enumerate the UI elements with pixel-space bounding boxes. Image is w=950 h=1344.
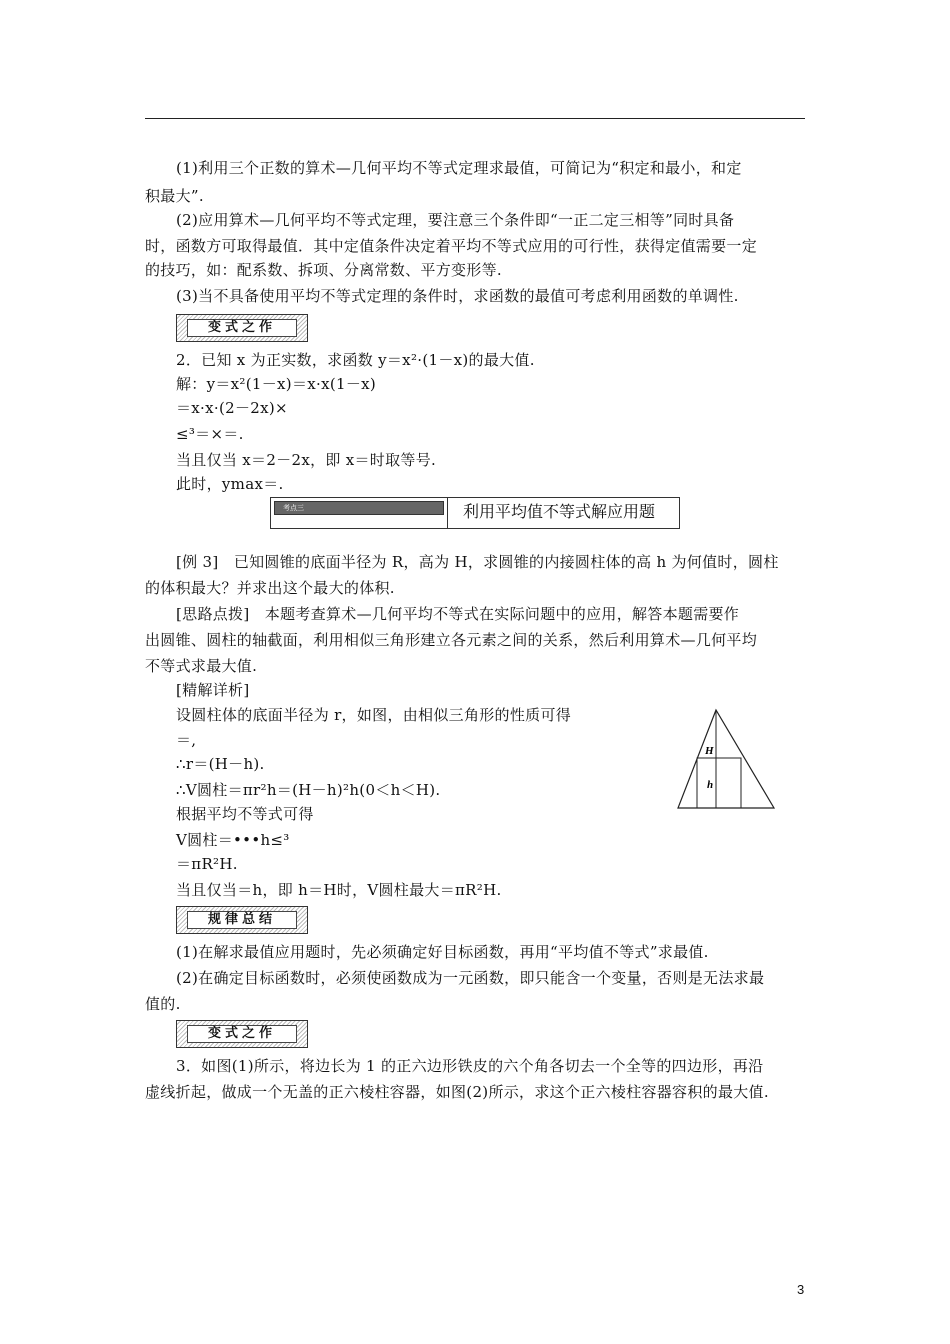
text-line: [例 3] 已知圆锥的底面半径为 R，高为 H，求圆锥的内接圆柱体的高 h 为何值时，圆柱 bbox=[176, 553, 779, 571]
topic-tag: 考点三 bbox=[274, 501, 444, 515]
text-line: ＝, bbox=[176, 731, 197, 749]
text-line: 积最大”. bbox=[145, 187, 204, 205]
banner-label: 变式之作 bbox=[207, 320, 276, 335]
text-line: 当且仅当＝h，即 h＝H时，V圆柱最大＝πR²H. bbox=[176, 881, 502, 899]
text-line: 虚线折起，做成一个无盖的正六棱柱容器，如图(2)所示，求这个正六棱柱容器容积的最大值. bbox=[145, 1083, 769, 1101]
cone-cylinder-figure bbox=[676, 708, 776, 816]
text-line: (2)在确定目标函数时，必须使函数成为一元函数，即只能含一个变量，否则是无法求最 bbox=[176, 969, 765, 987]
text-line: V圆柱＝•••h≤³ bbox=[176, 831, 290, 849]
text-line: 的体积最大？并求出这个最大的体积. bbox=[145, 579, 395, 597]
topic-header-box bbox=[270, 497, 680, 529]
text-line: 设圆柱体的底面半径为 r，如图，由相似三角形的性质可得 bbox=[176, 706, 572, 724]
text-line: (1)在解求最值应用题时，先必须确定好目标函数，再用“平均值不等式”求最值. bbox=[176, 943, 709, 961]
section-banner bbox=[176, 906, 308, 934]
text-line: 不等式求最大值. bbox=[145, 657, 258, 675]
cone-outline bbox=[678, 710, 774, 808]
header-rule bbox=[145, 118, 805, 119]
text-line: 根据平均不等式可得 bbox=[176, 805, 314, 823]
text-line: 解：y＝x²(1－x)＝x·x(1－x) bbox=[176, 375, 377, 393]
text-line: ＝x·x·(2－2x)× bbox=[176, 399, 288, 417]
text-line: (3)当不具备使用平均不等式定理的条件时，求函数的最值可考虑利用函数的单调性. bbox=[176, 287, 739, 305]
section-banner bbox=[176, 1020, 308, 1048]
label-H: H bbox=[705, 745, 714, 757]
page-number: 3 bbox=[797, 1282, 805, 1297]
banner-label: 变式之作 bbox=[207, 1026, 276, 1041]
text-line: ∴V圆柱＝πr²h＝(H－h)²h(0＜h＜H). bbox=[176, 781, 441, 799]
section-banner bbox=[176, 314, 308, 342]
text-line: ≤³＝×＝. bbox=[176, 425, 244, 443]
text-line: 出圆锥、圆柱的轴截面，利用相似三角形建立各元素之间的关系，然后利用算术—几何平均 bbox=[145, 631, 758, 649]
text-line: 的技巧，如：配系数、拆项、分离常数、平方变形等. bbox=[145, 261, 502, 279]
text-line: ＝πR²H. bbox=[176, 855, 238, 873]
text-line: 值的. bbox=[145, 995, 181, 1013]
banner-label: 规律总结 bbox=[207, 912, 276, 927]
text-line: 2．已知 x 为正实数，求函数 y＝x²·(1－x)的最大值. bbox=[176, 351, 535, 369]
label-h: h bbox=[707, 779, 714, 791]
topic-title: 利用平均值不等式解应用题 bbox=[463, 502, 656, 521]
text-line: 此时，ymax＝. bbox=[176, 475, 284, 493]
text-line: (1)利用三个正数的算术—几何平均不等式定理求最值，可简记为“积定和最小，和定 bbox=[176, 159, 742, 177]
divider bbox=[447, 498, 448, 528]
cylinder-rect bbox=[697, 758, 741, 808]
text-line: ∴r＝(H－h). bbox=[176, 755, 265, 773]
text-line: [思路点拨] 本题考查算术—几何平均不等式在实际问题中的应用，解答本题需要作 bbox=[176, 605, 740, 623]
text-line: [精解详析] bbox=[176, 681, 250, 699]
text-line: 当且仅当 x＝2－2x，即 x＝时取等号. bbox=[176, 451, 437, 469]
text-line: 时，函数方可取得最值．其中定值条件决定着平均不等式应用的可行性，获得定值需要一定 bbox=[145, 237, 758, 255]
text-line: 3．如图(1)所示，将边长为 1 的正六边形铁皮的六个角各切去一个全等的四边形，再沿 bbox=[176, 1057, 764, 1075]
text-line: (2)应用算术—几何平均不等式定理，要注意三个条件即“一正二定三相等”同时具备 bbox=[176, 211, 735, 229]
